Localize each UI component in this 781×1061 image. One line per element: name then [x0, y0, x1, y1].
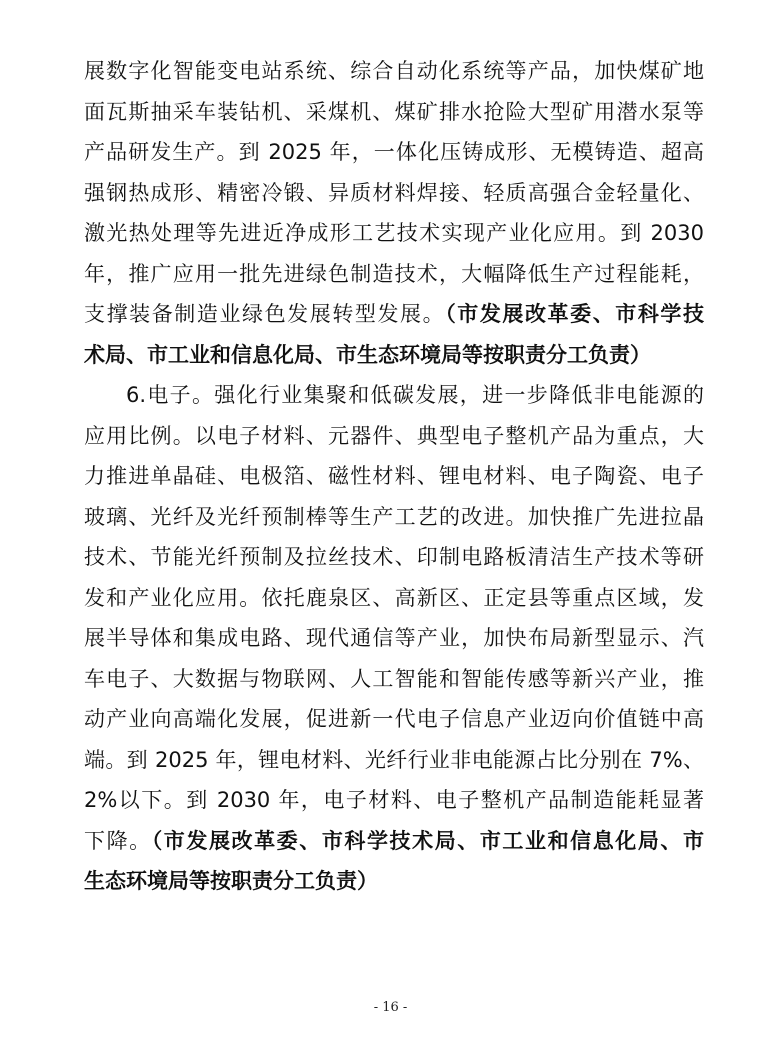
body-text-span: 玻璃、光纤及光纤预制棒等生产工艺的改进。加快推广先进拉晶	[84, 504, 704, 529]
body-text	[84, 51, 704, 902]
text-line	[84, 375, 704, 416]
responsible-agencies-text: （市发展改革委、市科学技术局、市工业和信息化局、市	[151, 828, 704, 853]
responsible-agencies-text: 术局、市工业和信息化局、市生态环境局等按职责分工负责）	[84, 342, 651, 367]
text-line	[84, 294, 704, 335]
paragraph	[84, 375, 704, 902]
text-line	[84, 335, 704, 376]
body-text-span: 发和产业化应用。依托鹿泉区、高新区、正定县等重点区域，发	[84, 585, 704, 610]
body-text-span: 2%以下。到 2030 年，电子材料、电子整机产品制造能耗显著	[84, 788, 704, 812]
text-line	[84, 213, 704, 254]
body-text-span: 产品研发生产。到 2025 年，一体化压铸成形、无模铸造、超高	[84, 140, 704, 164]
responsible-agencies-text: （市发展改革委、市科学技	[445, 302, 704, 326]
body-text-span: 展数字化智能变电站系统、综合自动化系统等产品，加快煤矿地	[84, 59, 704, 83]
text-line	[84, 51, 704, 92]
text-line	[84, 456, 704, 497]
paragraph	[84, 51, 704, 375]
body-text-span: 面瓦斯抽采车装钻机、采煤机、煤矿排水抢险大型矿用潜水泵等	[84, 99, 704, 124]
body-text-span: 激光热处理等先进近净成形工艺技术实现产业化应用。到 2030	[84, 221, 704, 245]
body-text-span: 车电子、大数据与物联网、人工智能和智能传感等新兴产业，推	[84, 666, 704, 691]
body-text-span: 6.电子。强化行业集聚和低碳发展，进一步降低非电能源的	[126, 383, 704, 407]
text-line	[84, 740, 704, 781]
body-text-span: 力推进单晶硅、电极箔、磁性材料、锂电材料、电子陶瓷、电子	[84, 464, 704, 488]
text-line	[84, 132, 704, 173]
responsible-agencies-text: 生态环境局等按职责分工负责）	[84, 869, 378, 893]
text-line	[84, 618, 704, 659]
text-line	[84, 578, 704, 619]
body-text-span: 展半导体和集成电路、现代通信等产业，加快布局新型显示、汽	[84, 626, 704, 650]
body-text-span: 技术、节能光纤预制及拉丝技术、印制电路板清洁生产技术等研	[84, 545, 704, 569]
body-text-span: 下降。	[84, 828, 152, 853]
text-line	[84, 780, 704, 821]
body-text-span: 应用比例。以电子材料、元器件、典型电子整机产品为重点，大	[84, 423, 704, 448]
text-line	[84, 861, 704, 902]
body-text-span: 端。到 2025 年，锂电材料、光纤行业非电能源占比分别在 7%、	[84, 747, 704, 772]
body-text-span: 年，推广应用一批先进绿色制造技术，大幅降低生产过程能耗，	[84, 261, 704, 286]
text-line	[84, 254, 704, 295]
body-text-span: 强钢热成形、精密冷锻、异质材料焊接、轻质高强合金轻量化、	[84, 180, 704, 205]
text-line	[84, 173, 704, 214]
text-line	[84, 699, 704, 740]
text-line	[84, 821, 704, 862]
body-text-span: 支撑装备制造业绿色发展转型发展。	[84, 302, 446, 326]
text-line	[84, 659, 704, 700]
text-line	[84, 416, 704, 457]
page-number: - 16 -	[373, 1000, 408, 1015]
body-text-span: 动产业向高端化发展，促进新一代电子信息产业迈向价值链中高	[84, 707, 704, 731]
text-line	[84, 92, 704, 133]
text-line	[84, 497, 704, 538]
text-line	[84, 537, 704, 578]
